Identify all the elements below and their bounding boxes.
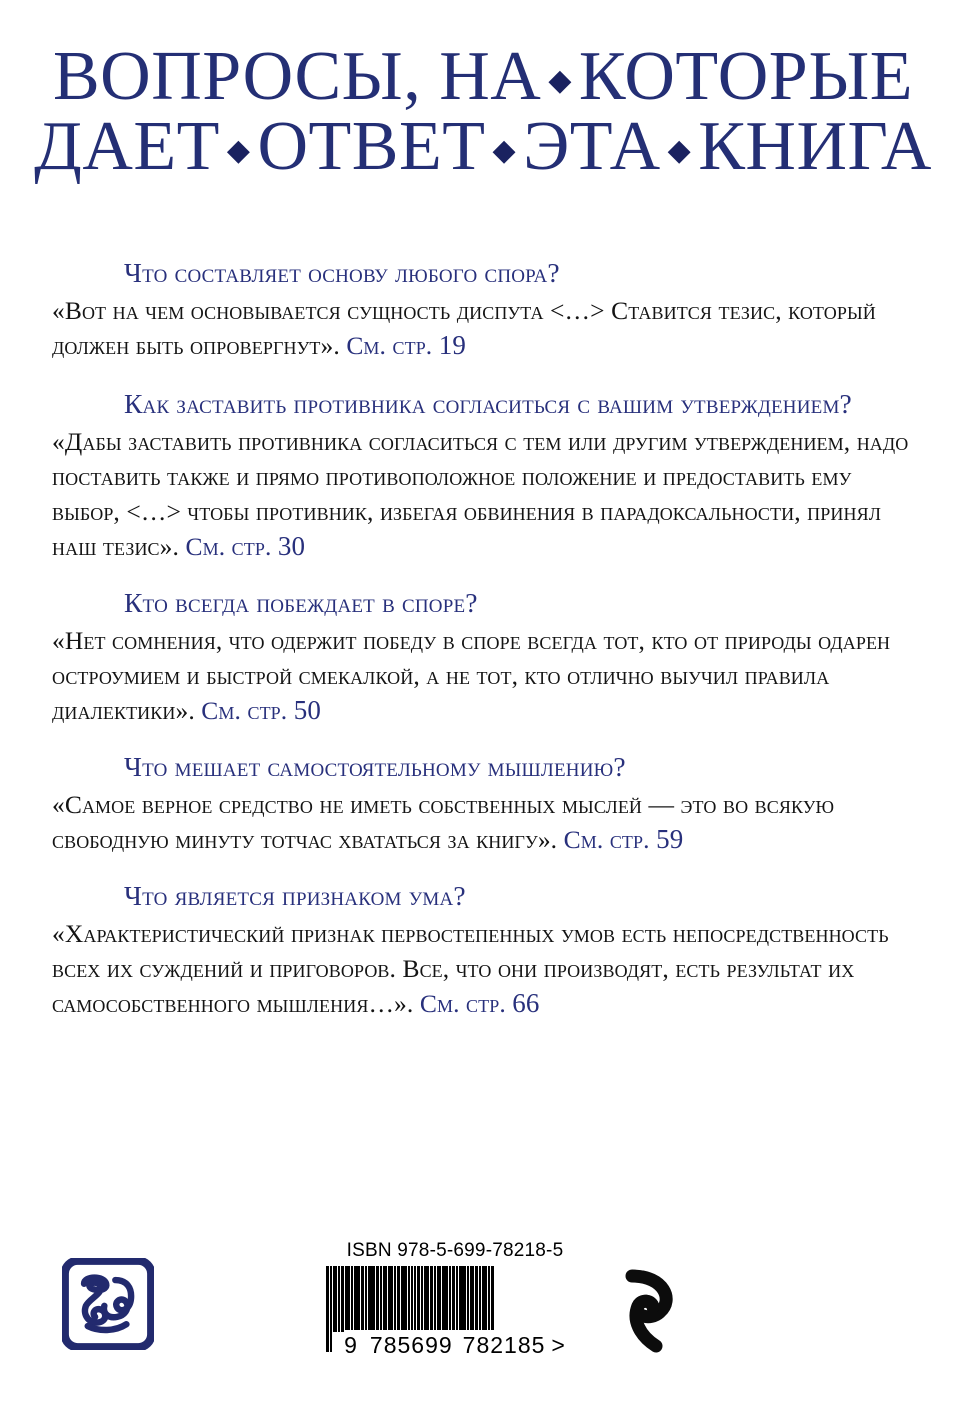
barcode-digit-end: >: [551, 1332, 566, 1358]
title-word-na: НА: [439, 38, 542, 115]
quote-text: «Дабы заставить противника согласиться с тем или другим утверждением, надо поставить также и прямо противоположное положение и предоставить ему выбор, <…> чтобы противник, избегая обвинения в парадоксальности, принял наш тезис».: [52, 427, 909, 561]
page-reference: [346, 331, 466, 360]
cover-title: [0, 38, 966, 185]
question-heading: Как заставить противника согласиться с вашим утверждением?: [124, 388, 852, 419]
eksmo-spiral-logo: [608, 1262, 698, 1358]
page-number: 50: [293, 695, 321, 725]
barcode-digits-right: 782185: [462, 1332, 546, 1358]
page-number: 66: [512, 988, 540, 1018]
page-reference-label: См. стр.: [563, 825, 650, 854]
page-number: 30: [277, 531, 306, 561]
barcode-digit-lead: 9: [344, 1332, 358, 1358]
page-number: 59: [656, 824, 684, 854]
question-quote: [52, 424, 922, 564]
quote-text: «Вот на чем основывается сущность диспута <…> Ставится тезис, который должен быть опровергнут».: [52, 296, 876, 360]
question-heading: Кто всегда побеждает в споре?: [124, 587, 478, 618]
question-block: [52, 387, 922, 564]
title-diamond-separator-icon: ◆: [548, 64, 572, 97]
page-reference: [185, 532, 305, 561]
page-reference-label: См. стр.: [185, 532, 272, 561]
title-word-kniga: КНИГА: [698, 108, 932, 185]
title-word-kotorye: КОТОРЫЕ: [578, 38, 914, 115]
title-word-eta: ЭТА: [523, 108, 661, 185]
question-block: [52, 256, 922, 363]
question-block: [52, 586, 922, 728]
title-word-voprosy: ВОПРОСЫ,: [52, 38, 422, 115]
question-quote: [52, 293, 922, 363]
page-reference-label: См. стр.: [201, 696, 288, 725]
barcode-group: [310, 1240, 600, 1358]
title-diamond-separator-icon: ◆: [492, 134, 517, 167]
page-reference-label: См. стр.: [419, 989, 506, 1018]
question-quote: [52, 787, 922, 857]
barcode-image: [326, 1266, 584, 1358]
page-reference-label: См. стр.: [346, 331, 433, 360]
question-heading: Что составляет основу любого спора?: [124, 257, 560, 288]
isbn-text: ISBN 978-5-699-78218-5: [346, 1240, 564, 1261]
title-diamond-separator-icon: ◆: [226, 134, 251, 167]
questions-list: [52, 256, 922, 1021]
publisher-square-logo: [62, 1258, 154, 1350]
quote-text: «Нет сомнения, что одержит победу в споре всегда тот, кто от природы одарен остроумием и быстрой смекалкой, а не тот, кто отлично выучил правила диалектики».: [52, 626, 891, 725]
title-word-otvet: ОТВЕТ: [257, 108, 486, 185]
cover-footer: [0, 1240, 966, 1420]
question-block: [52, 879, 922, 1021]
cover-title-line-2: [0, 108, 966, 185]
cover-title-line-1: [0, 38, 966, 115]
page-reference: [420, 989, 540, 1018]
title-diamond-separator-icon: ◆: [667, 134, 692, 167]
page-number: 19: [438, 330, 466, 360]
barcode-digits-left: 785699: [369, 1332, 453, 1358]
barcode-digits: [326, 1332, 584, 1359]
page-reference: [564, 825, 684, 854]
question-quote: [52, 916, 922, 1021]
title-word-daet: ДАЕТ: [34, 108, 220, 185]
question-heading: Что мешает самостоятельному мышлению?: [124, 751, 626, 782]
quote-text: «Самое верное средство не иметь собственных мыслей — это во всякую свободную минуту тотчас хвататься за книгу».: [52, 790, 835, 854]
question-heading: Что является признаком ума?: [124, 880, 466, 911]
quote-text: «Характеристический признак первостепенных умов есть непосредственность всех их суждений и приговоров. Все, что они производят, есть результат их самособственного мышления…».: [52, 919, 889, 1018]
page-reference: [201, 696, 321, 725]
question-quote: [52, 623, 922, 728]
question-block: [52, 750, 922, 857]
